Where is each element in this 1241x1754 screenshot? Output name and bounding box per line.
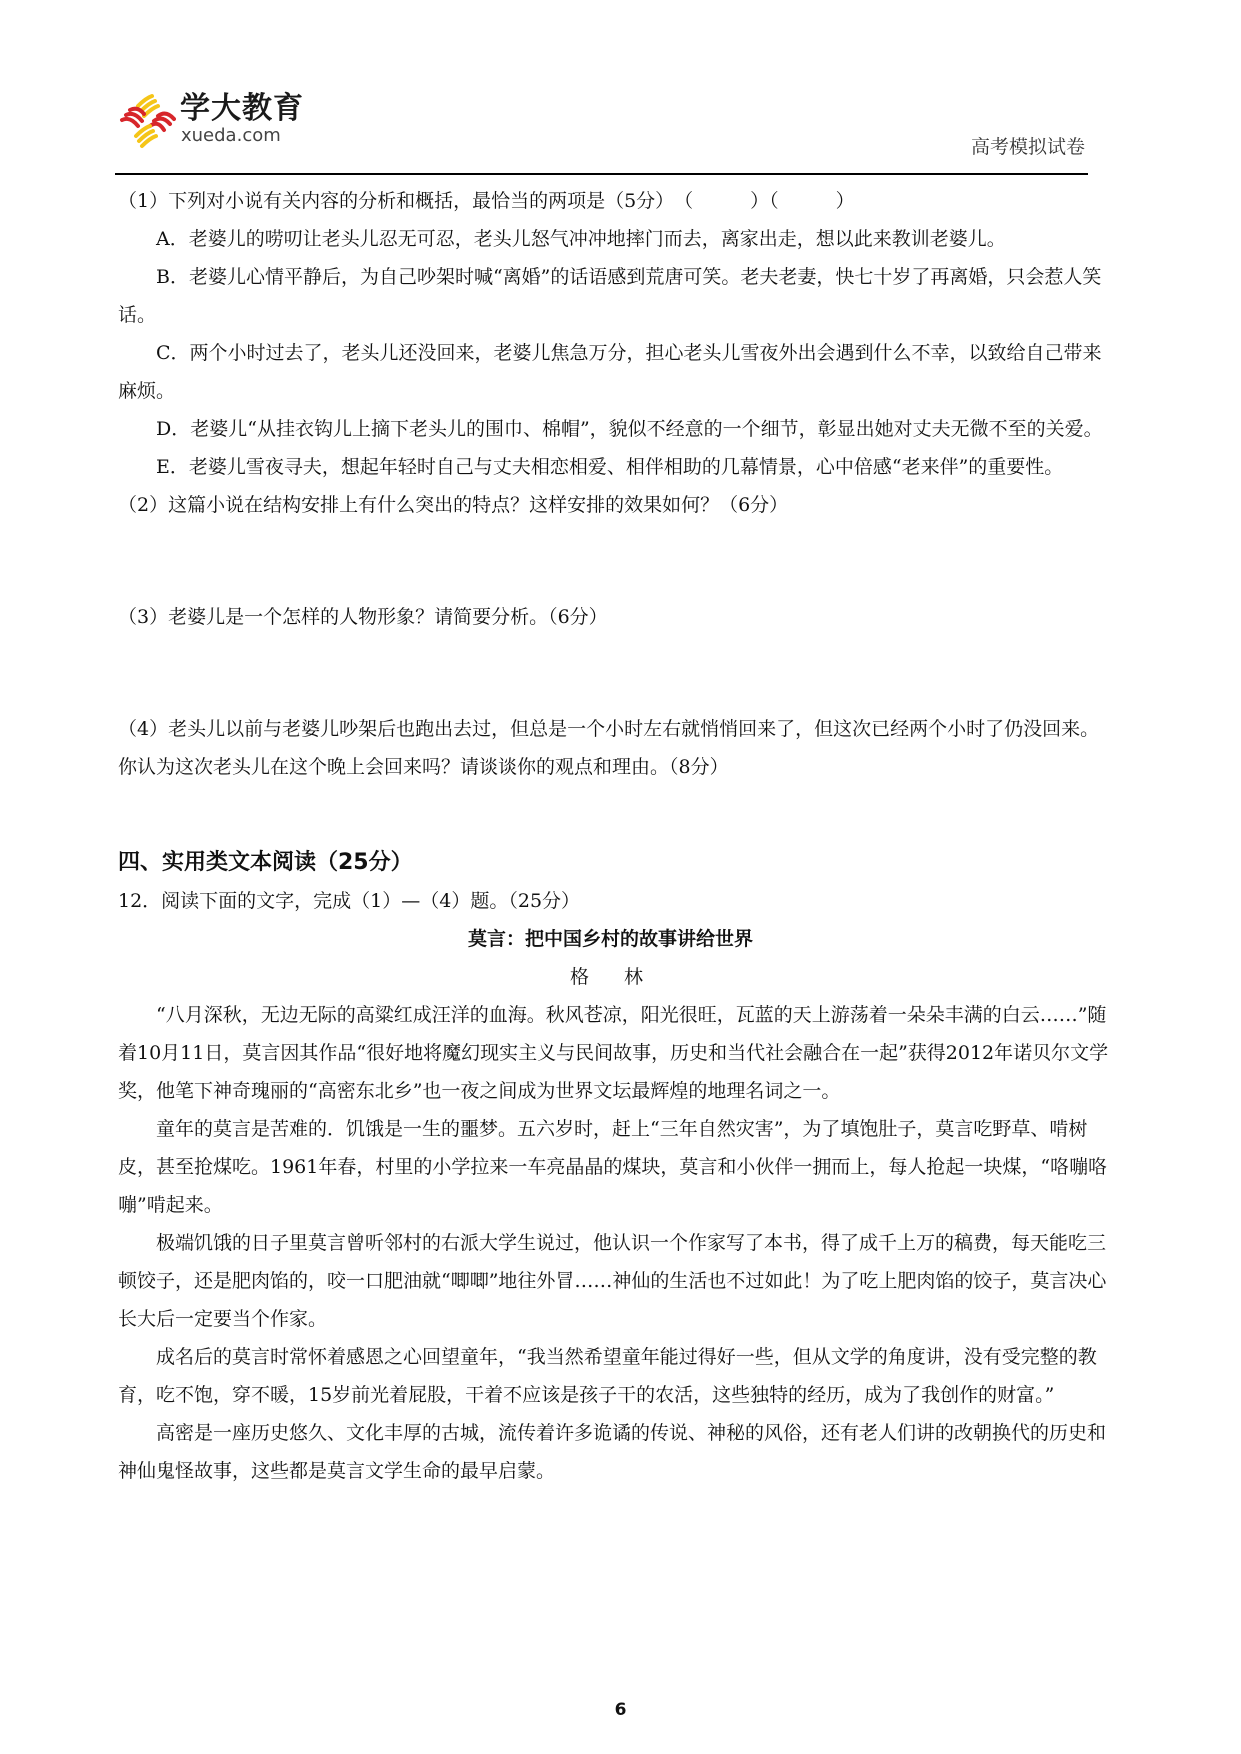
question-2: （2）这篇小说在结构安排上有什么突出的特点？这样安排的效果如何？（6分）	[118, 494, 789, 516]
article-title: 莫言：把中国乡村的故事讲给世界	[467, 928, 753, 950]
page-number: 6	[614, 1700, 627, 1720]
xueda-logo-icon	[118, 92, 176, 154]
xueda-logo	[118, 92, 318, 152]
document-type-label: 高考模拟试卷	[970, 136, 1085, 158]
question-1-prompt: （1）下列对小说有关内容的分析和概括，最恰当的两项是（5分） （ ）（ ）	[118, 190, 855, 212]
option-a: A．老婆儿的唠叨让老头儿忍无可忍，老头儿怒气冲冲地摔门而去，离家出走，想以此来教训老婆儿。	[156, 228, 1006, 250]
option-d: D．老婆儿“从挂衣钩儿上摘下老头儿的围巾、棉帽”，貌似不经意的一个细节，彰显出她对丈夫无微不至的关爱。	[156, 418, 1103, 440]
option-e: E．老婆儿雪夜寻夫，想起年轻时自己与丈夫相恋相爱、相伴相助的几幕情景，心中倍感“老来伴”的重要性。	[156, 456, 1064, 478]
question-4: （4）老头儿以前与老婆儿吵架后也跑出去过，但总是一个小时左右就悄悄回来了，但这次已经两个小时了仍没回来。你认为这次老头儿在这个晚上会回来吗？请谈谈你的观点和理由。（8分）	[118, 718, 1100, 778]
article-paragraph: 极端饥饿的日子里莫言曾听邻村的右派大学生说过，他认识一个作家写了本书，得了成千上万的稿费，每天能吃三顿饺子，还是肥肉馅的，咬一口肥油就“唧唧”地往外冒……神仙的生活也不过如此！为了吃上肥肉馅的饺子，莫言决心长大后一定要当个作家。	[118, 1232, 1107, 1330]
logo-text-en: xueda.com	[181, 125, 281, 146]
question-3: （3）老婆儿是一个怎样的人物形象？请简要分析。（6分）	[118, 606, 608, 628]
option-b: B．老婆儿心情平静后，为自己吵架时喊“离婚”的话语感到荒唐可笑。老夫老妻，快七十岁了再离婚，只会惹人笑话。	[118, 266, 1102, 326]
article-author: 格 林	[569, 966, 651, 988]
logo-text-cn: 学大教育	[180, 91, 304, 126]
page-content	[118, 182, 1118, 1490]
article-paragraph: 高密是一座历史悠久、文化丰厚的古城，流传着许多诡谲的传说、神秘的风俗，还有老人们讲的改朝换代的历史和神仙鬼怪故事，这些都是莫言文学生命的最早启蒙。	[118, 1422, 1107, 1482]
article-paragraph: 童年的莫言是苦难的．饥饿是一生的噩梦。五六岁时，赶上“三年自然灾害”，为了填饱肚子，莫言吃野草、啃树皮，甚至抢煤吃。1961年春，村里的小学拉来一车亮晶晶的煤块，莫言和小伙伴一拥而上，每人抢起一块煤，“咯嘣咯嘣”啃起来。	[118, 1118, 1108, 1216]
article-paragraph: 成名后的莫言时常怀着感恩之心回望童年，“我当然希望童年能过得好一些，但从文学的角度讲，没有受完整的教育，吃不饱，穿不暖，15岁前光着屁股，干着不应该是孩子干的农活，这些独特的经历，成为了我创作的财富。”	[118, 1346, 1097, 1406]
answer-space	[118, 524, 1118, 598]
option-c: C．两个小时过去了，老头儿还没回来，老婆儿焦急万分，担心老头儿雪夜外出会遇到什么不幸，以致给自己带来麻烦。	[118, 342, 1102, 402]
answer-space	[118, 786, 1118, 844]
article-paragraph: “八月深秋，无边无际的高粱红成汪洋的血海。秋风苍凉，阳光很旺，瓦蓝的天上游荡着一朵朵丰满的白云……”随着10月11日，莫言因其作品“很好地将魔幻现实主义与民间故事，历史和当代社会融合在一起”获得2012年诺贝尔文学奖，他笔下神奇瑰丽的“高密东北乡”也一夜之间成为世界文坛最辉煌的地理名词之一。	[118, 1004, 1109, 1102]
header-divider	[115, 173, 1088, 175]
section-heading: 四、实用类文本阅读（25分）	[118, 850, 413, 875]
answer-space	[118, 636, 1118, 710]
question-12-instruction: 12．阅读下面的文字，完成（1）—（4）题。（25分）	[118, 890, 581, 912]
